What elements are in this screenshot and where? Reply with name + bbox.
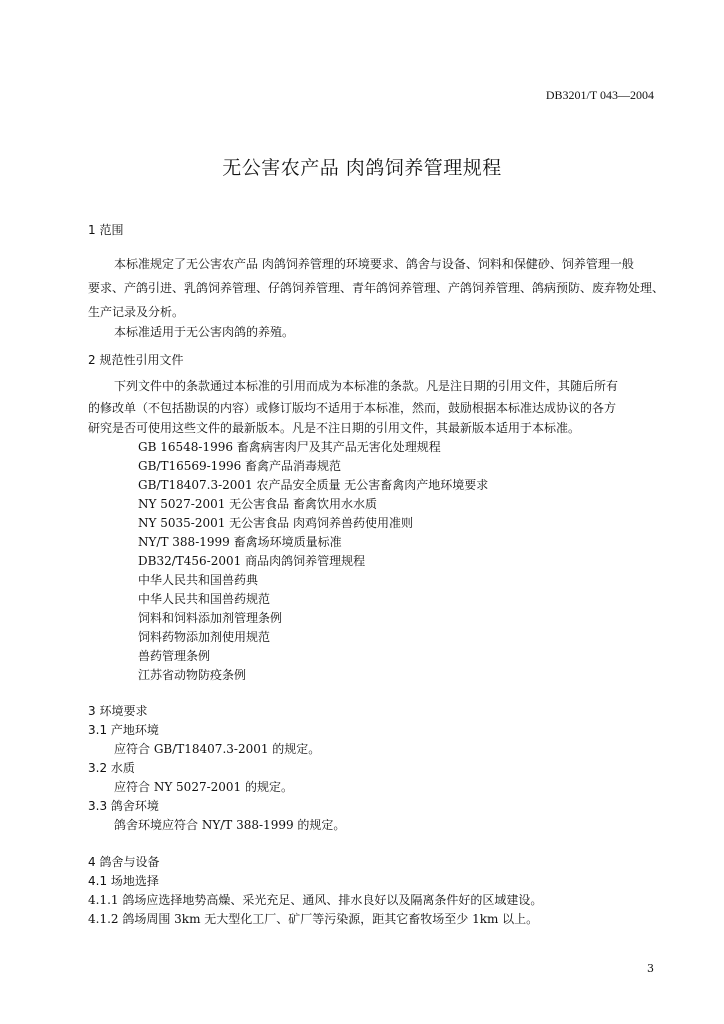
subsection-heading: 4.1 场地选择 bbox=[88, 874, 159, 888]
reference-item: NY/T 388-1999 畜禽场环境质量标准 bbox=[138, 535, 342, 549]
subsection-heading: 3.3 鸽舍环境 bbox=[88, 799, 159, 813]
paragraph-line: 本标准规定了无公害农产品 肉鸽饲养管理的环境要求、鸽舍与设备、饲料和保健砂、饲养管理一般 bbox=[114, 257, 634, 271]
reference-item: DB32/T456-2001 商品肉鸽饲养管理规程 bbox=[138, 554, 366, 568]
reference-item: GB 16548-1996 畜禽病害肉尸及其产品无害化处理规程 bbox=[138, 440, 441, 454]
subsection-heading: 3.1 产地环境 bbox=[88, 723, 159, 737]
page-title: 无公害农产品 肉鸽饲养管理规程 bbox=[222, 157, 502, 179]
paragraph-line: 研究是否可使用这些文件的最新版本。凡是不注日期的引用文件，其最新版本适用于本标准。 bbox=[88, 421, 581, 435]
paragraph-line: 4.1.1 鸽场应选择地势高燥、采光充足、通风、排水良好以及隔离条件好的区域建设。 bbox=[88, 893, 543, 907]
reference-item: NY 5035-2001 无公害食品 肉鸡饲养兽药使用准则 bbox=[138, 516, 413, 530]
reference-item: NY 5027-2001 无公害食品 畜禽饮用水水质 bbox=[138, 497, 377, 511]
paragraph-line: 应符合 NY 5027-2001 的规定。 bbox=[114, 780, 293, 794]
paragraph-line: 本标准适用于无公害肉鸽的养殖。 bbox=[114, 325, 295, 339]
reference-item: 江苏省动物防疫条例 bbox=[138, 668, 247, 682]
reference-item: 中华人民共和国兽药规范 bbox=[138, 592, 271, 606]
reference-item: GB/T16569-1996 畜禽产品消毒规范 bbox=[138, 459, 342, 473]
paragraph-line: 应符合 GB/T18407.3-2001 的规定。 bbox=[114, 742, 321, 756]
reference-item: 兽药管理条例 bbox=[138, 649, 211, 663]
section-4-heading: 4 鸽舍与设备 bbox=[88, 855, 160, 869]
reference-item: 饲料和饲料添加剂管理条例 bbox=[138, 611, 283, 625]
paragraph-line: 的修改单（不包括勘误的内容）或修订版均不适用于本标准，然而，鼓励根据本标准达成协议的各方 bbox=[88, 401, 617, 415]
section-2-heading: 2 规范性引用文件 bbox=[88, 353, 184, 367]
paragraph-line: 要求、产鸽引进、乳鸽饲养管理、仔鸽饲养管理、青年鸽饲养管理、产鸽饲养管理、鸽病预防、废弃物处理、 bbox=[88, 281, 665, 295]
section-3-heading: 3 环境要求 bbox=[88, 704, 148, 718]
section-1-heading: 1 范围 bbox=[88, 223, 124, 237]
standard-code: DB3201/T 043—2004 bbox=[545, 88, 654, 102]
paragraph-line: 4.1.2 鸽场周围 3km 无大型化工厂、矿厂等污染源，距其它畜牧场至少 1km 以上。 bbox=[88, 912, 539, 926]
reference-item: 中华人民共和国兽药典 bbox=[138, 573, 259, 587]
paragraph-line: 生产记录及分析。 bbox=[88, 305, 185, 319]
reference-item: 饲料药物添加剂使用规范 bbox=[138, 630, 271, 644]
subsection-heading: 3.2 水质 bbox=[88, 761, 135, 775]
reference-item: GB/T18407.3-2001 农产品安全质量 无公害畜禽肉产地环境要求 bbox=[138, 478, 489, 492]
page-number: 3 bbox=[647, 962, 654, 975]
paragraph-line: 鸽舍环境应符合 NY/T 388-1999 的规定。 bbox=[114, 818, 346, 832]
paragraph-line: 下列文件中的条款通过本标准的引用而成为本标准的条款。凡是注日期的引用文件，其随后所有 bbox=[114, 379, 619, 393]
